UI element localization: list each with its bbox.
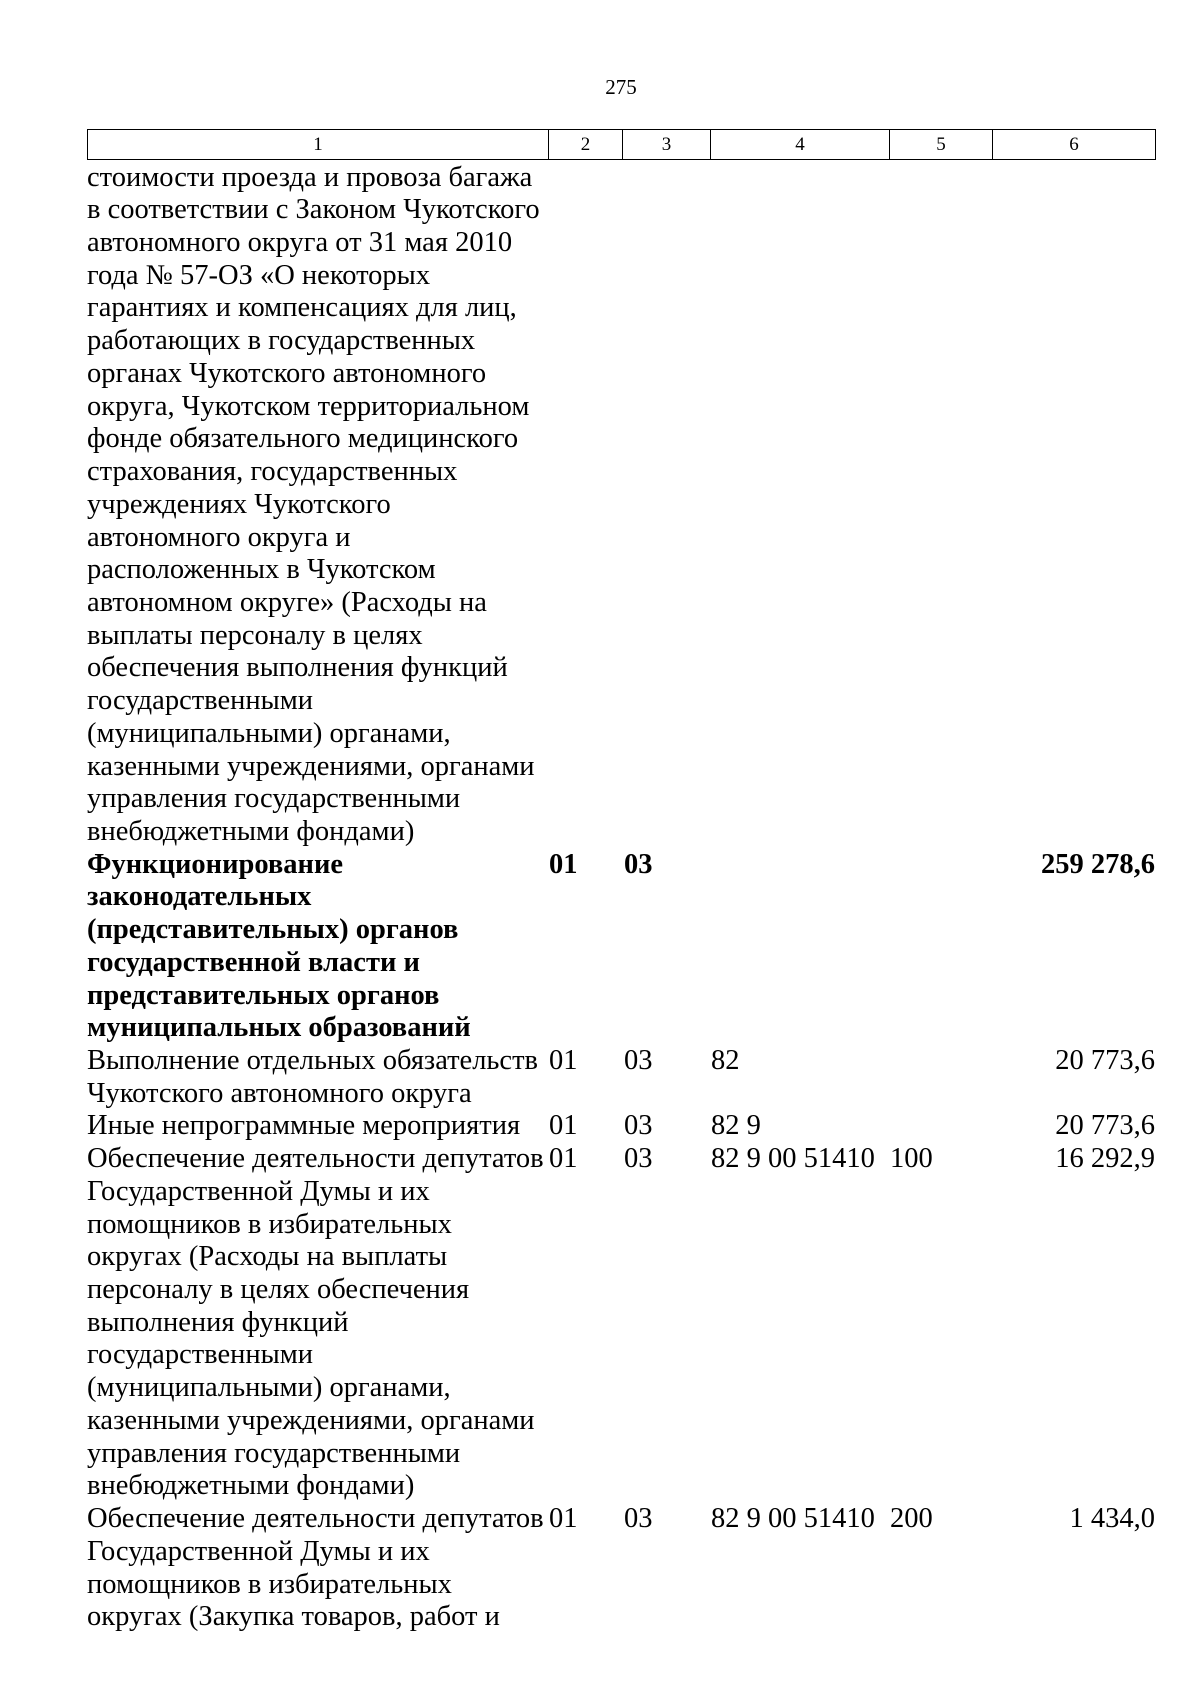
description-line: расположенных в Чукотском: [87, 554, 436, 586]
cell-amount: [992, 1045, 1155, 1110]
cell-amount: [992, 849, 1155, 1045]
cell-expense-type: [889, 1503, 992, 1634]
amount-value: 20 773,6: [1055, 1045, 1155, 1076]
row-description: [87, 1110, 548, 1143]
cell-amount: [992, 1503, 1155, 1634]
description-line: (муниципальными) органами,: [87, 1372, 451, 1404]
cell-subsection: [622, 1143, 710, 1503]
cell-section: [548, 162, 622, 849]
cell-subsection: [622, 1503, 710, 1634]
description-line: (муниципальными) органами,: [87, 717, 451, 749]
cell-section: [548, 1045, 622, 1110]
cell-target-article: [710, 1110, 889, 1143]
cell-section: [548, 849, 622, 1045]
description-line: казенными учреждениями, органами: [87, 1404, 535, 1436]
description-line: округах (Расходы на выплаты: [87, 1241, 448, 1273]
description-line: органах Чукотского автономного: [87, 357, 487, 389]
description-line: Обеспечение деятельности депутатов: [87, 1143, 544, 1175]
cell-target-article: [710, 1045, 889, 1110]
description-line: округа, Чукотском территориальном: [87, 390, 530, 422]
description-line: фонде обязательного медицинского: [87, 423, 519, 455]
description-line: в соответствии с Законом Чукотского: [87, 194, 540, 226]
cell-subsection: [622, 849, 710, 1045]
row-description: [87, 1143, 548, 1503]
description-line: управления государственными: [87, 1437, 461, 1469]
cell-expense-type: [889, 162, 992, 849]
header-row: [88, 130, 1156, 160]
cell-section: [548, 1110, 622, 1143]
table-row: [87, 1110, 1155, 1143]
description-line: Государственной Думы и их: [87, 1175, 430, 1207]
cell-section: [548, 1143, 622, 1503]
description-line: автономного округа от 31 мая 2010: [87, 227, 513, 259]
cell-expense-type: [889, 1045, 992, 1110]
expense-type-code: 100: [890, 1143, 933, 1175]
description-line: Обеспечение деятельности депутатов: [87, 1503, 544, 1535]
description-line: округах (Закупка товаров, работ и: [87, 1601, 500, 1633]
amount-value: 1 434,0: [1069, 1503, 1155, 1535]
description-line: персоналу в целях обеспечения: [87, 1274, 470, 1306]
cell-target-article: [710, 849, 889, 1045]
cell-amount: [992, 162, 1155, 849]
description-line: внебюджетными фондами): [87, 1470, 415, 1502]
cell-target-article: [710, 162, 889, 849]
description-line: законодательных: [87, 881, 312, 913]
description-line: Чукотского автономного округа: [87, 1077, 472, 1109]
cell-subsection: [622, 1110, 710, 1143]
row-description: [87, 849, 548, 1045]
subsection-code: 03: [624, 1045, 653, 1076]
subsection-code: 03: [624, 1110, 653, 1142]
description-line: Выполнение отдельных обязательств: [87, 1045, 538, 1076]
cell-target-article: [710, 1503, 889, 1634]
description-line: государственной власти и: [87, 946, 420, 978]
description-line: автономного округа и: [87, 521, 351, 553]
row-description: [87, 1045, 548, 1110]
description-line: работающих в государственных: [87, 325, 476, 357]
page-number: 275: [605, 75, 637, 99]
description-line: стоимости проезда и провоза багажа: [87, 161, 533, 193]
description-line: помощников в избирательных: [87, 1208, 452, 1240]
description-line: года № 57-ОЗ «О некоторых: [87, 259, 431, 291]
table-body: [87, 162, 1155, 1634]
subsection-code: 03: [624, 1143, 653, 1175]
description-line: представительных органов: [87, 979, 440, 1011]
amount-value: 20 773,6: [1055, 1110, 1155, 1142]
amount-value: 259 278,6: [1041, 848, 1155, 880]
amount-value: 16 292,9: [1055, 1143, 1155, 1175]
target-article-code: 82 9 00 51410: [711, 1143, 875, 1175]
description-line: казенными учреждениями, органами: [87, 750, 535, 782]
header-cell-5: 5: [890, 130, 993, 160]
description-line: страхования, государственных: [87, 456, 458, 488]
description-line: выплаты персоналу в целях: [87, 619, 423, 651]
subsection-code: 03: [624, 1503, 653, 1535]
expense-type-code: 200: [890, 1503, 933, 1535]
header-cell-2: 2: [549, 130, 623, 160]
description-line: гарантиях и компенсациях для лиц,: [87, 292, 517, 324]
row-description: [87, 162, 548, 849]
cell-section: [548, 1503, 622, 1634]
description-line: муниципальных образований: [87, 1012, 471, 1044]
target-article-code: 82 9 00 51410: [711, 1503, 875, 1535]
cell-subsection: [622, 162, 710, 849]
description-line: управления государственными: [87, 783, 461, 815]
description-line: автономном округе» (Расходы на: [87, 586, 487, 618]
header-cell-1: 1: [88, 130, 549, 160]
description-line: Функционирование: [87, 848, 344, 880]
header-cell-6: 6: [993, 130, 1156, 160]
table-row: [87, 1143, 1155, 1503]
cell-expense-type: [889, 1110, 992, 1143]
description-line: (представительных) органов: [87, 914, 459, 946]
table-row: [87, 162, 1155, 849]
section-code: 01: [549, 1045, 578, 1076]
description-line: Государственной Думы и их: [87, 1535, 430, 1567]
target-article-code: 82: [711, 1045, 740, 1076]
section-code: 01: [549, 1143, 578, 1175]
target-article-code: 82 9: [711, 1110, 761, 1142]
cell-amount: [992, 1143, 1155, 1503]
description-line: помощников в избирательных: [87, 1568, 452, 1600]
description-line: обеспечения выполнения функций: [87, 652, 508, 684]
table-header: [87, 129, 1156, 160]
cell-expense-type: [889, 1143, 992, 1503]
description-line: внебюджетными фондами): [87, 815, 415, 847]
subsection-code: 03: [624, 848, 653, 880]
cell-target-article: [710, 1143, 889, 1503]
description-line: выполнения функций: [87, 1306, 349, 1338]
section-code: 01: [549, 1503, 578, 1535]
header-cell-3: 3: [623, 130, 711, 160]
cell-subsection: [622, 1045, 710, 1110]
header-cell-4: 4: [711, 130, 890, 160]
table-row: [87, 1045, 1155, 1110]
cell-expense-type: [889, 849, 992, 1045]
description-line: государственными: [87, 1339, 314, 1371]
description-line: государственными: [87, 685, 314, 717]
table-row: [87, 1503, 1155, 1634]
row-description: [87, 1503, 548, 1634]
cell-amount: [992, 1110, 1155, 1143]
section-code: 01: [549, 848, 578, 880]
section-code: 01: [549, 1110, 578, 1142]
description-line: учреждениях Чукотского: [87, 488, 391, 520]
table-row: [87, 849, 1155, 1045]
description-line: Иные непрограммные мероприятия: [87, 1110, 521, 1142]
